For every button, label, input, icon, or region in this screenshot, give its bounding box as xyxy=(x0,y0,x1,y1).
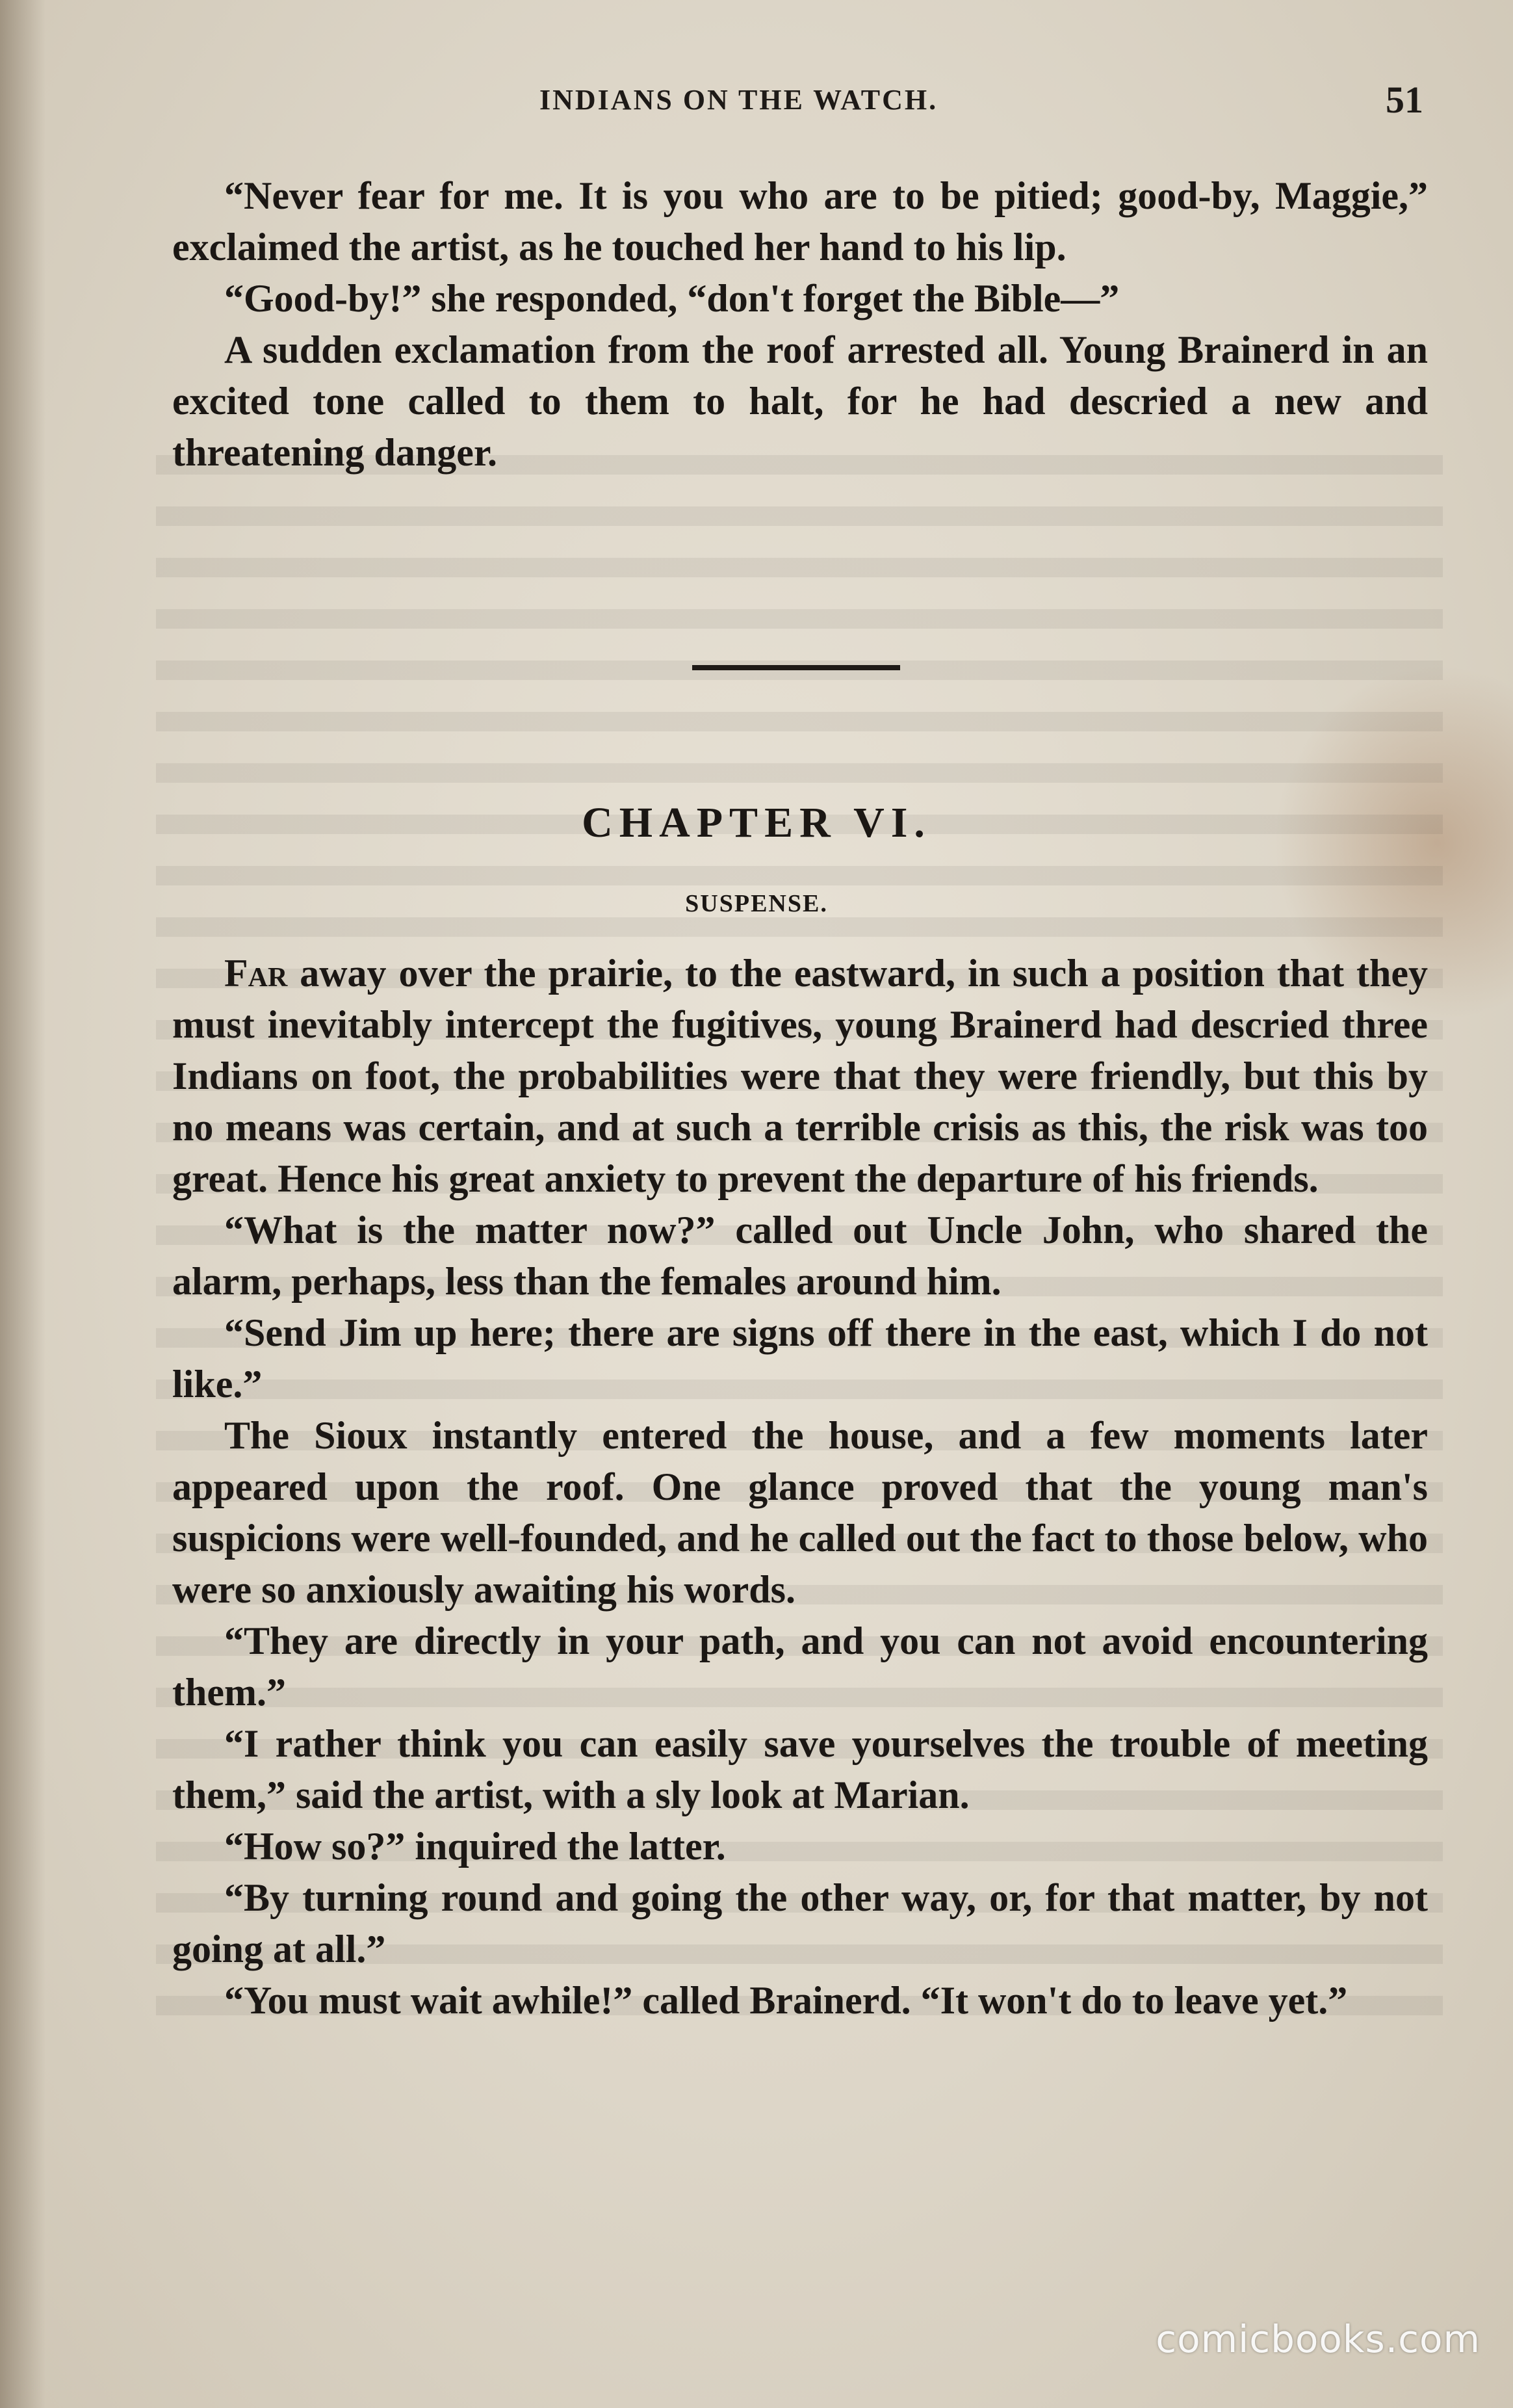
chapter-title: CHAPTER VI. xyxy=(582,799,931,846)
opening-text: away over the prairie, to the eastward, in such a position that they must inevitably intercept the fugitives, young Brainerd had descried three Indians on foot, the probabilities were that they were friendly, but this by no means was certain, and at such a terrible crisis as this, the risk was too great. Hence his great anxiety to prevent the departure of his friends. xyxy=(172,952,1428,1200)
paragraph: “You must wait awhile!” called Brainerd. “It won't do to leave yet.” xyxy=(224,1979,1348,2022)
opening-word: Far xyxy=(224,952,288,995)
section-rule xyxy=(692,665,900,670)
page-number: 51 xyxy=(1386,79,1423,121)
running-head: INDIANS ON THE WATCH. xyxy=(539,84,938,116)
chapter-text-block xyxy=(172,948,1428,2026)
paragraph: “How so?” inquired the latter. xyxy=(224,1825,726,1868)
paragraph: A sudden exclamation from the roof arrested all. Young Brainerd in an excited tone called to them to halt, for he had descried a new and threatening danger. xyxy=(172,328,1428,474)
top-text-block xyxy=(172,170,1428,478)
paragraph: “Good-by!” she responded, “don't forget the Bible—” xyxy=(224,277,1120,320)
paragraph: “They are directly in your path, and you can not avoid encountering them.” xyxy=(172,1619,1428,1714)
paragraph xyxy=(172,948,1428,1205)
paragraph: “I rather think you can easily save yourselves the trouble of meeting them,” said the artist, with a sly look at Marian. xyxy=(172,1722,1428,1816)
paragraph: “Send Jim up here; there are signs off there in the east, which I do not like.” xyxy=(172,1311,1428,1406)
watermark: comicbooks.com xyxy=(1156,2317,1481,2361)
page-header xyxy=(175,78,1430,130)
paragraph: The Sioux instantly entered the house, and a few moments later appeared upon the roof. One glance proved that the young man's suspicions were well-founded, and he called out the fact to those below, who were so anxiously awaiting his words. xyxy=(172,1414,1428,1611)
chapter-subtitle: SUSPENSE. xyxy=(685,890,828,917)
page-spine-shadow xyxy=(0,0,45,2408)
paragraph: “Never fear for me. It is you who are to be pitied; good-by, Maggie,” exclaimed the artist, as he touched her hand to his lip. xyxy=(172,174,1428,268)
paragraph: “By turning round and going the other way, or, for that matter, by not going at all.” xyxy=(172,1876,1428,1970)
paragraph: “What is the matter now?” called out Uncle John, who shared the alarm, perhaps, less than the females around him. xyxy=(172,1209,1428,1303)
